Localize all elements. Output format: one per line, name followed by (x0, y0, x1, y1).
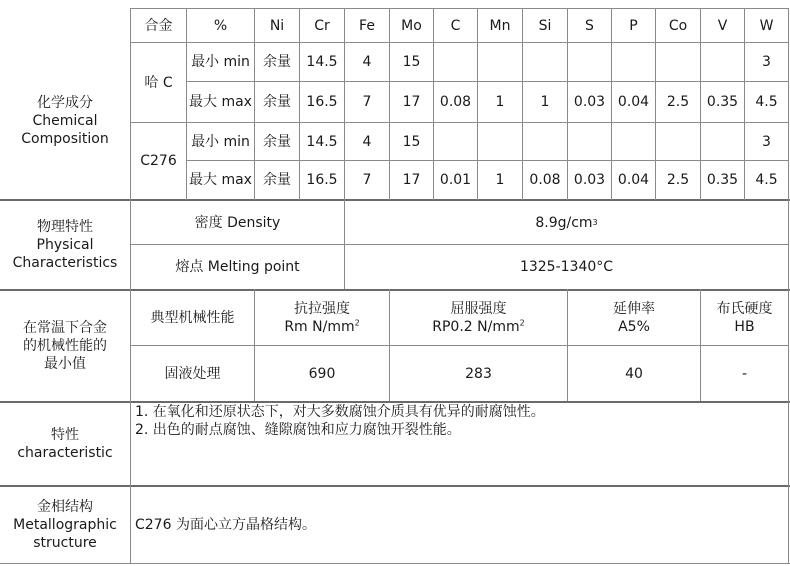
value-cell: 14.5 (306, 133, 338, 150)
density-number: 8.9g/cm (535, 214, 593, 231)
chemical-label-en1: Chemical (32, 112, 98, 129)
value-cell: 0.35 (706, 94, 739, 110)
tensile-value: 690 (308, 365, 336, 382)
range-min: 最小 min (191, 133, 250, 150)
chemical-section-label (0, 42, 130, 199)
range-min: 最小 min (191, 54, 250, 70)
physical-label-en1: Physical (36, 237, 94, 253)
header-mo: Mo (401, 17, 422, 34)
value-cell: 15 (402, 54, 421, 70)
tensile-header (255, 291, 389, 345)
tensile-en: Rm N/mm (284, 319, 355, 335)
value-cell: 0.04 (617, 94, 650, 110)
value-cell: 2.5 (666, 172, 690, 188)
value-cell: 7 (362, 94, 372, 110)
yield-en: RP0.2 N/mm (432, 319, 520, 335)
characteristic-line-2: 2. 出色的耐点腐蚀、缝隙腐蚀和应力腐蚀开裂性能。 (135, 422, 461, 438)
header-p: P (629, 17, 638, 34)
value-cell: 余量 (263, 54, 291, 70)
hardness-header (701, 291, 788, 345)
value-cell: 0.08 (439, 94, 472, 110)
tensile-cn: 抗拉强度 (294, 301, 350, 317)
value-cell: 16.5 (306, 172, 338, 188)
characteristic-line-1: 1. 在氧化和还原状态下，对大多数腐蚀介质具有优异的耐腐蚀性。 (135, 404, 545, 420)
melting-value: 1325-1340°C (519, 259, 614, 275)
header-c: C (450, 17, 461, 34)
value-cell: 14.5 (306, 54, 338, 70)
structure-text: C276 为面心立方晶格结构。 (135, 517, 316, 533)
characteristic-label-en: characteristic (17, 445, 113, 461)
value-cell: 余量 (263, 94, 291, 110)
mechanical-label-line1: 在常温下合金 (23, 320, 107, 336)
characteristic-text (131, 403, 785, 485)
structure-label-cn: 金相结构 (37, 499, 93, 515)
rule (788, 8, 789, 564)
header-v: V (717, 17, 728, 34)
mechanical-label-line2: 的机械性能的 (23, 338, 107, 354)
header-si: Si (538, 17, 552, 34)
hardness-en: HB (734, 319, 755, 335)
condition-label: 固液处理 (164, 365, 221, 382)
yield-value: 283 (465, 365, 492, 382)
header-alloy: 合金 (144, 17, 173, 34)
yield-en-wrap (432, 318, 524, 336)
tensile-superscript: 2 (354, 318, 360, 328)
mechanical-label-line3: 最小值 (44, 356, 86, 372)
structure-section-label (0, 487, 130, 563)
yield-cn: 屈服强度 (450, 301, 507, 317)
header-fe: Fe (359, 17, 375, 34)
alloy-name-c276: C276 (140, 153, 177, 169)
header-co: Co (668, 17, 688, 34)
elongation-header (568, 291, 700, 345)
value-cell: 0.03 (573, 172, 606, 188)
value-cell: 3 (762, 54, 771, 70)
value-cell: 17 (402, 172, 421, 188)
value-cell: 4 (362, 54, 372, 70)
header-cr: Cr (314, 17, 330, 34)
value-cell: 7 (362, 172, 372, 188)
value-cell: 16.5 (306, 94, 338, 110)
value-cell: 0.03 (573, 94, 606, 110)
value-cell: 1 (495, 94, 505, 110)
elongation-en: A5% (618, 319, 650, 335)
value-cell: 1 (540, 94, 550, 110)
tensile-en-wrap (284, 318, 359, 336)
elongation-value: 40 (625, 365, 643, 382)
elongation-cn: 延伸率 (613, 301, 655, 317)
alloy-name-hac: 哈 C (144, 74, 173, 91)
structure-label-en2: structure (33, 535, 97, 551)
structure-label-en1: Metallographic (13, 517, 117, 533)
hardness-value: - (741, 365, 748, 382)
value-cell: 17 (402, 94, 421, 110)
header-mn: Mn (489, 17, 511, 34)
value-cell: 0.01 (439, 172, 472, 188)
yield-header (390, 291, 567, 345)
value-cell: 4.5 (755, 94, 778, 110)
range-max: 最大 max (189, 172, 252, 188)
header-s: S (585, 17, 594, 34)
value-cell: 4.5 (755, 172, 778, 188)
value-cell: 4 (362, 133, 372, 150)
chemical-label-en2: Composition (21, 130, 109, 147)
typical-properties-label: 典型机械性能 (150, 310, 235, 326)
melting-label: 熔点 Melting point (175, 259, 300, 275)
physical-label-en2: Characteristics (12, 255, 118, 271)
hardness-cn: 布氏硬度 (716, 301, 773, 317)
header-percent: % (213, 17, 228, 34)
characteristic-section-label (0, 403, 130, 485)
range-max: 最大 max (189, 94, 252, 110)
chemical-label-cn: 化学成分 (37, 94, 93, 111)
value-cell: 余量 (263, 133, 291, 150)
value-cell: 0.35 (706, 172, 739, 188)
header-w: W (759, 17, 774, 34)
value-cell: 3 (762, 133, 771, 150)
rule (0, 563, 790, 564)
value-cell: 0.04 (617, 172, 650, 188)
density-label: 密度 Density (194, 214, 281, 231)
value-cell: 1 (495, 172, 505, 188)
value-cell: 余量 (263, 172, 291, 188)
value-cell: 15 (402, 133, 421, 150)
value-cell: 2.5 (666, 94, 690, 110)
mechanical-section-label (0, 291, 130, 401)
characteristic-label-cn: 特性 (51, 427, 79, 443)
physical-section-label (0, 201, 130, 289)
yield-superscript: 2 (519, 318, 525, 328)
value-cell: 0.08 (529, 172, 561, 188)
physical-label-cn: 物理特性 (37, 219, 93, 235)
header-ni: Ni (269, 17, 285, 34)
density-value: 8.9g/cm 3 (535, 214, 598, 231)
